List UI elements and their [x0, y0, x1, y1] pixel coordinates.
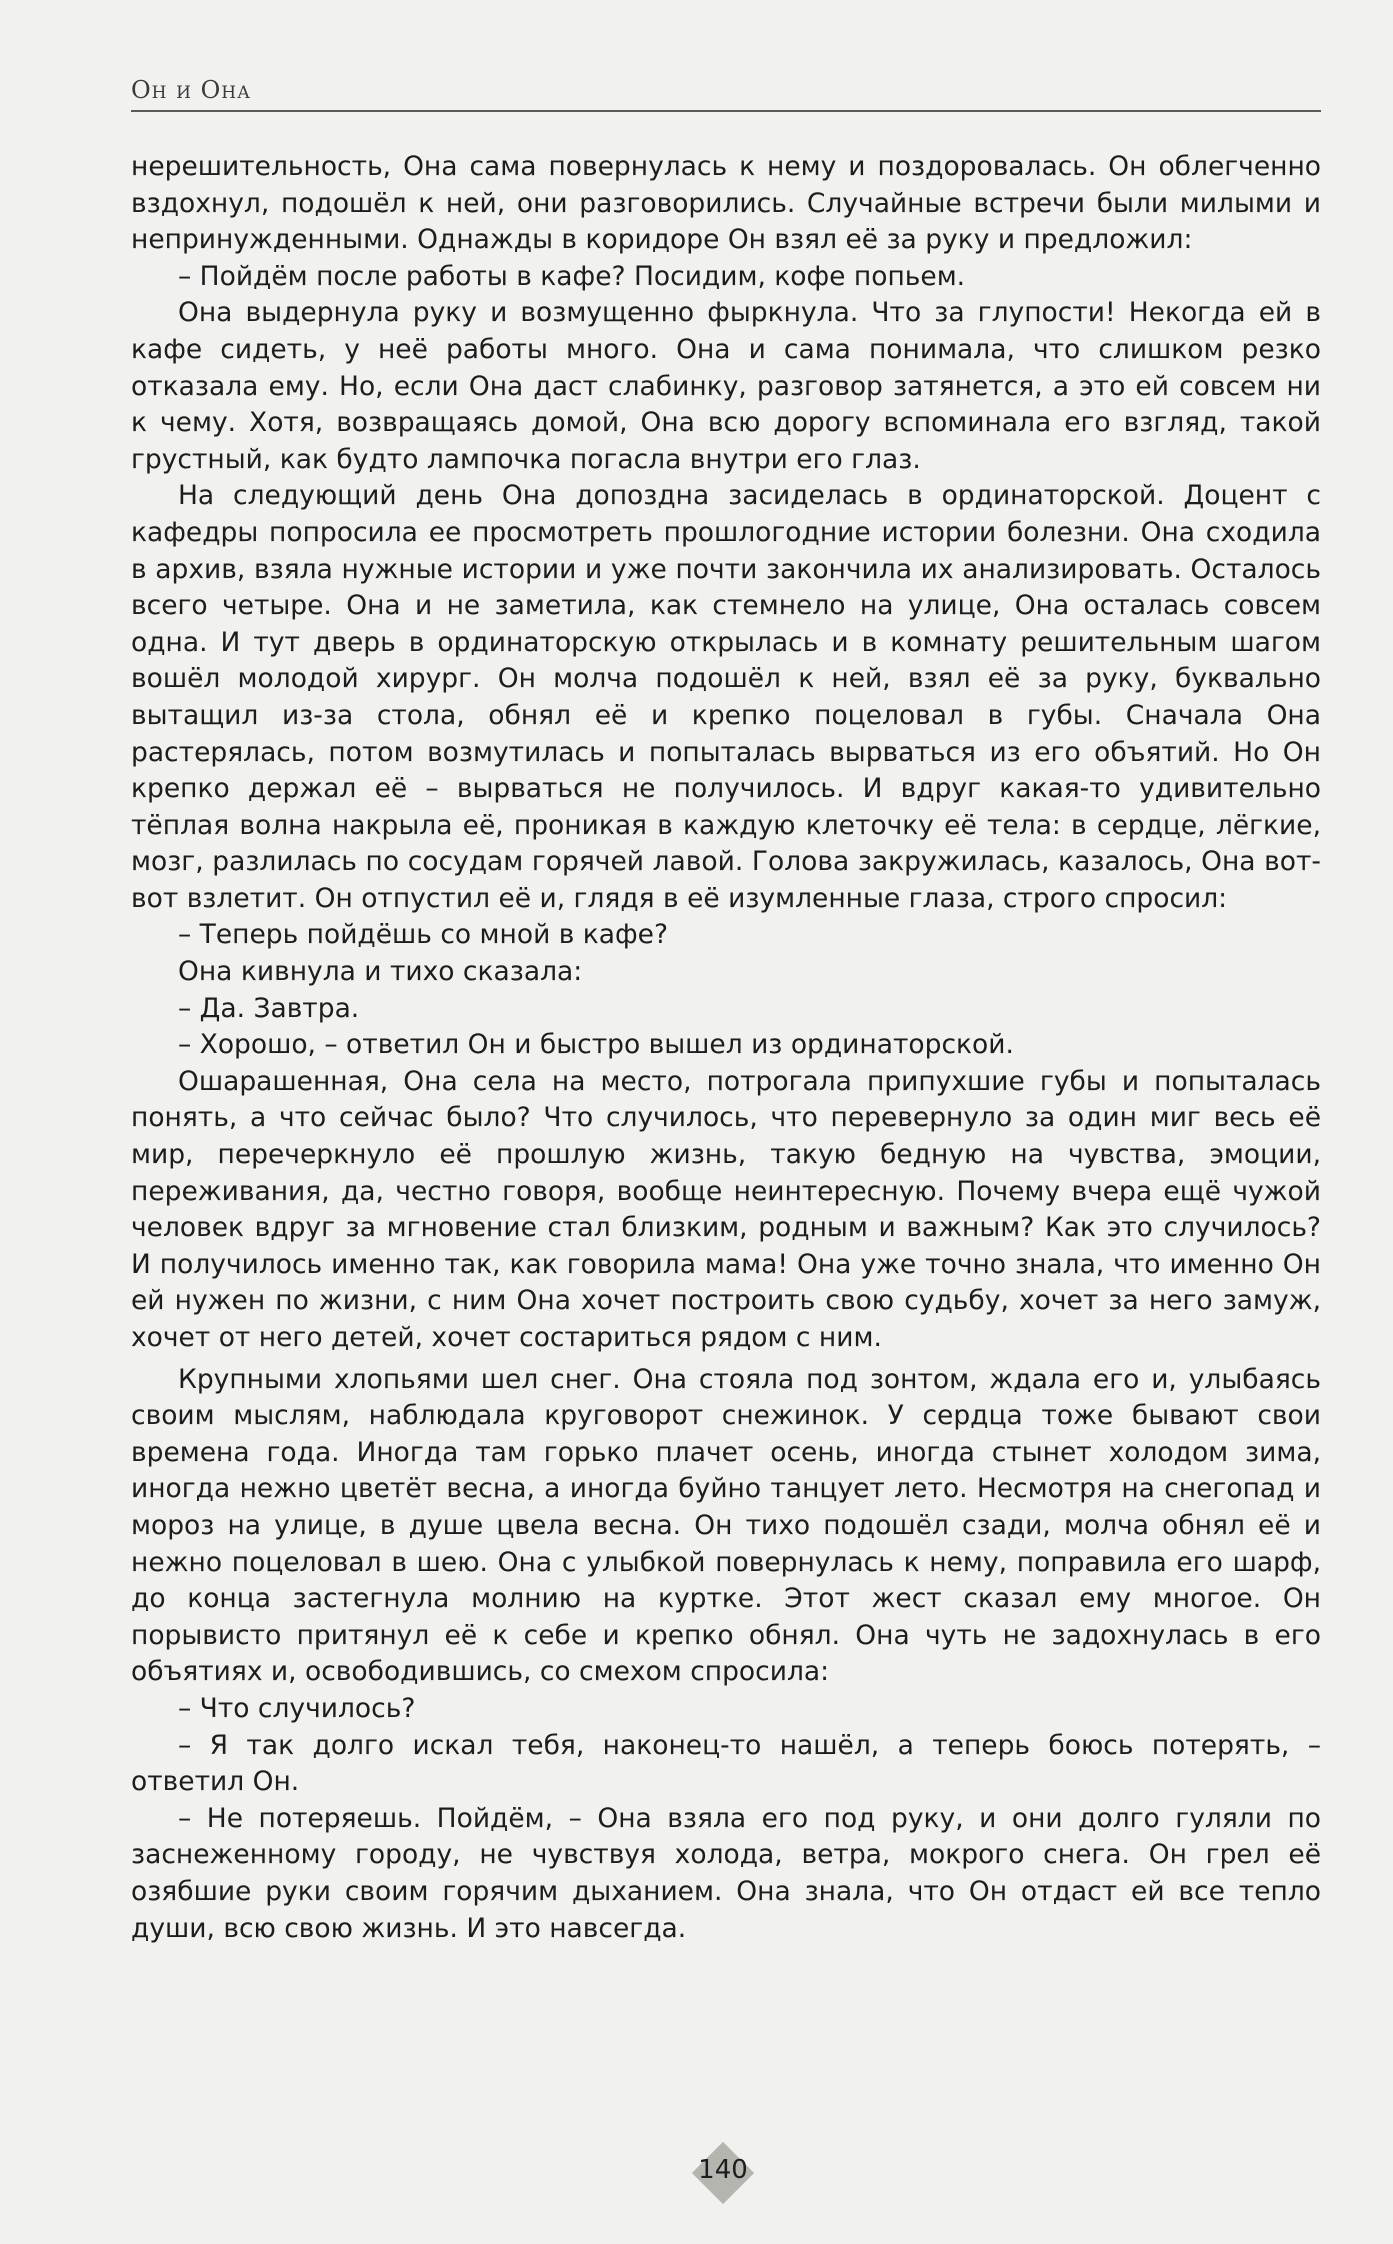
page-header — [131, 68, 1321, 112]
paragraph: – Пойдём после работы в кафе? Посидим, кофе попьем. — [178, 260, 966, 292]
paragraph: Крупными хлопьями шел снег. Она стояла под зонтом, ждала его и, улыбаясь своим мыслям, наблюдала круговорот снежинок. У сердца тоже бывают свои времена года. Иногда там горько плачет осень, иногда стынет холодом зима, иногда нежно цветёт весна, а иногда буйно танцует лето. Несмотря на снегопад и мороз на улице, в душе цвела весна. Он тихо подошёл сзади, молча обнял её и нежно поцеловал в шею. Она с улыбкой повернулась к нему, поправила его шарф, до конца застегнула молнию на куртке. Этот жест сказал ему многое. Он порывисто притянул её к себе и крепко обнял. Она чуть не задохнулась в его объятиях и, освободившись, со смехом спросила: — [131, 1363, 1321, 1688]
page-number: 140 — [698, 2155, 748, 2185]
page-number-badge — [683, 2147, 763, 2199]
paragraph: Ошарашенная, Она села на место, потрогала припухшие губы и попыталась понять, а что сейчас было? Что случилось, что перевернуло за один миг весь её мир, перечеркнуло её прошлую жизнь, такую бедную на чувства, эмоции, переживания, да, честно говоря, вообще неинтересную. Почему вчера ещё чужой человек вдруг за мгновение стал близким, родным и важным? Как это случилось? И получилось именно так, как говорила мама! Она уже точно знала, что именно Он ей нужен по жизни, с ним Она хочет построить свою судьбу, хочет за него замуж, хочет от него детей, хочет состариться рядом с ним. — [131, 1065, 1321, 1353]
running-title: Он и Она — [131, 76, 251, 104]
paragraph: – Что случилось? — [178, 1692, 416, 1724]
paragraph: Она выдернула руку и возмущенно фыркнула. Что за глупости! Некогда ей в кафе сидеть, у неё работы много. Она и сама понимала, что слишком резко отказала ему. Но, если Она даст слабинку, разговор затянется, а это ей совсем ни к чему. Хотя, возвращаясь домой, Она всю дорогу вспоминала его взгляд, такой грустный, как будто лампочка погасла внутри его глаз. — [131, 297, 1321, 475]
paragraph: Она кивнула и тихо сказала: — [178, 956, 583, 988]
paragraph: нерешительность, Она сама повернулась к нему и поздоровалась. Он облегченно вздохнул, подошёл к ней, они разговорились. Случайные встречи были милыми и непринужденными. Однажды в коридоре Он взял её за руку и предложил: — [131, 151, 1321, 256]
paragraph: – Хорошо, – ответил Он и быстро вышел из ординаторской. — [178, 1029, 1014, 1061]
paragraph: – Да. Завтра. — [178, 992, 360, 1024]
paragraph: – Я так долго искал тебя, наконец-то нашёл, а теперь боюсь потерять, – ответил Он. — [131, 1729, 1321, 1798]
paragraph: На следующий день Она допоздна засиделась в ординаторской. Доцент с кафедры попросила ее просмотреть прошлогодние истории болезни. Она сходила в архив, взяла нужные истории и уже почти закончила их анализировать. Осталось всего четыре. Она и не заметила, как стемнело на улице, Она осталась совсем одна. И тут дверь в ординаторскую открылась и в комнату решительным шагом вошёл молодой хирург. Он молча подошёл к ней, взял её за руку, буквально вытащил из-за стола, обнял её и крепко поцеловал в губы. Сначала Она растерялась, потом возмутилась и попыталась вырваться из его объятий. Но Он крепко держал её – вырваться не получилось. И вдруг какая-то удивительно тёплая волна накрыла её, проникая в каждую клеточку её тела: в сердце, лёгкие, мозг, разлилась по сосудам горячей лавой. Голова закружилась, казалось, Она вот-вот взлетит. Он отпустил её и, глядя в её изумленные глаза, строго спросил: — [131, 480, 1321, 914]
paragraph: – Не потеряешь. Пойдём, – Она взяла его под руку, и они долго гуляли по заснеженному городу, не чувствуя холода, ветра, мокрого снега. Он грел её озябшие руки своим горячим дыханием. Она знала, что Он отдаст ей все тепло души, всю свою жизнь. И это навсегда. — [131, 1802, 1321, 1944]
body-text — [131, 149, 1321, 1947]
paragraph: – Теперь пойдёшь со мной в кафе? — [178, 919, 669, 951]
